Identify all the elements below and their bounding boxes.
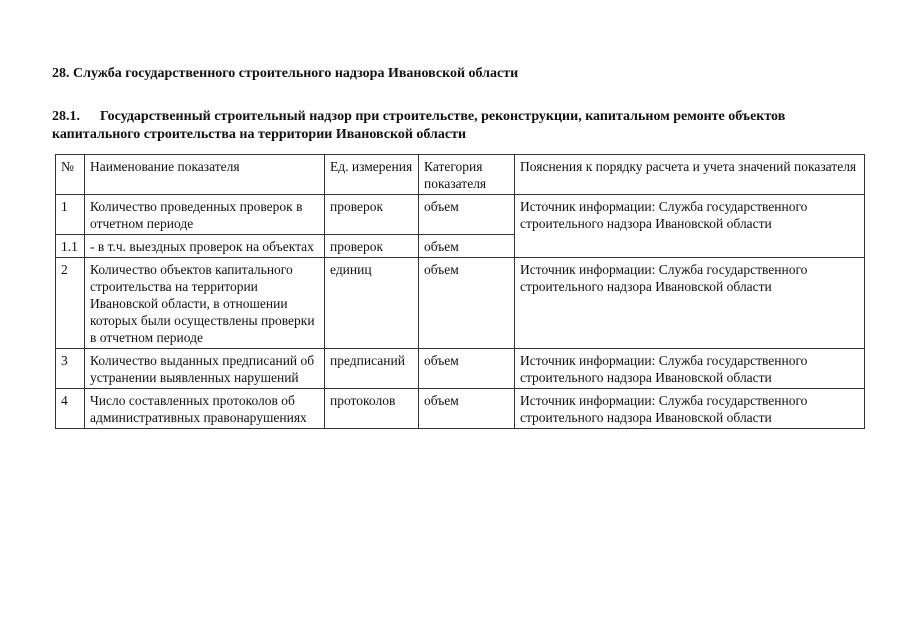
row-category: объем <box>419 258 515 349</box>
row-unit: проверок <box>325 195 419 235</box>
row-unit: единиц <box>325 258 419 349</box>
row-name: - в т.ч. выездных проверок на объектах <box>85 235 325 258</box>
row-category: объем <box>419 235 515 258</box>
row-notes: Источник информации: Служба государственного строительного надзора Ивановской области <box>515 389 865 429</box>
table-row <box>56 258 865 349</box>
row-name: Количество выданных предписаний об устранении выявленных нарушений <box>85 349 325 389</box>
row-category: объем <box>419 195 515 235</box>
table-header-row <box>56 155 865 195</box>
row-category: объем <box>419 389 515 429</box>
subsection-number: 28.1. <box>52 109 80 124</box>
table-row <box>56 349 865 389</box>
row-num: 4 <box>56 389 85 429</box>
section-title: 28. Служба государственного строительного надзора Ивановской области <box>52 66 519 81</box>
row-unit: предписаний <box>325 349 419 389</box>
header-category: Категория показателя <box>419 155 515 195</box>
subsection-title: Государственный строительный надзор при строительстве, реконструкции, капитальном ремонте объектов капитального строительства на территории Ивановской области <box>52 109 786 142</box>
row-num: 1 <box>56 195 85 235</box>
row-unit: протоколов <box>325 389 419 429</box>
row-unit: проверок <box>325 235 419 258</box>
row-name: Количество проведенных проверок в отчетном периоде <box>85 195 325 235</box>
row-name: Количество объектов капитального строительства на территории Ивановской области, в отношении которых были осуществлены проверки в отчетном периоде <box>85 258 325 349</box>
indicators-table <box>55 154 865 429</box>
row-category: объем <box>419 349 515 389</box>
header-notes: Пояснения к порядку расчета и учета значений показателя <box>515 155 865 195</box>
row-name: Число составленных протоколов об административных правонарушениях <box>85 389 325 429</box>
subsection-heading <box>52 108 852 144</box>
row-notes: Источник информации: Служба государственного строительного надзора Ивановской области <box>515 195 865 258</box>
header-unit: Ед. измерения <box>325 155 419 195</box>
row-notes: Источник информации: Служба государственного строительного надзора Ивановской области <box>515 258 865 349</box>
table-row <box>56 389 865 429</box>
table-row <box>56 195 865 235</box>
header-num: № <box>56 155 85 195</box>
row-num: 3 <box>56 349 85 389</box>
header-name: Наименование показателя <box>85 155 325 195</box>
row-num: 1.1 <box>56 235 85 258</box>
row-num: 2 <box>56 258 85 349</box>
row-notes: Источник информации: Служба государственного строительного надзора Ивановской области <box>515 349 865 389</box>
